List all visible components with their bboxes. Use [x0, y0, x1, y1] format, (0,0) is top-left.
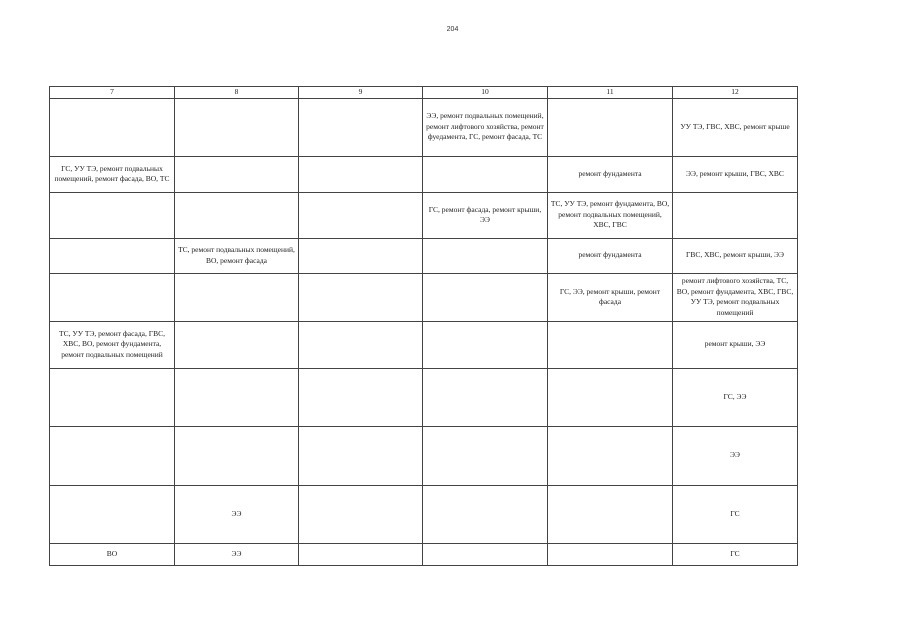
table-cell — [423, 426, 548, 485]
table-row — [50, 485, 798, 543]
table-row — [50, 543, 798, 565]
table-cell — [299, 321, 423, 368]
table-cell — [548, 485, 673, 543]
table-row — [50, 98, 798, 156]
table-cell: ЭЭ — [175, 543, 299, 565]
table-cell — [50, 192, 175, 238]
table-cell — [50, 368, 175, 426]
column-header: 10 — [423, 87, 548, 99]
table-cell — [50, 485, 175, 543]
table-row — [50, 368, 798, 426]
table-cell: ЭЭ, ремонт подвальных помещений, ремонт лифтового хозяйства, ремонт фуедамента, ГС, ремонт фасада, ТС — [423, 98, 548, 156]
table-cell — [423, 368, 548, 426]
table-row — [50, 321, 798, 368]
table-cell: ремонт лифтового хозяйства, ТС, ВО, ремонт фундамента, ХВС, ГВС, УУ ТЭ, ремонт подвальных помещений — [673, 273, 798, 321]
table-row — [50, 156, 798, 192]
table-cell — [175, 273, 299, 321]
table-cell: ЭЭ — [175, 485, 299, 543]
table-cell — [175, 192, 299, 238]
table-cell: ТС, ремонт подвальных помещений, ВО, ремонт фасада — [175, 238, 299, 273]
column-header: 12 — [673, 87, 798, 99]
table-cell — [50, 273, 175, 321]
table-cell — [299, 192, 423, 238]
table-cell: ГС — [673, 543, 798, 565]
table-row — [50, 192, 798, 238]
table-cell: ремонт фундамента — [548, 156, 673, 192]
table-cell: ГС, УУ ТЭ, ремонт подвальных помещений, ремонт фасада, ВО, ТС — [50, 156, 175, 192]
table-cell: УУ ТЭ, ГВС, ХВС, ремонт крыше — [673, 98, 798, 156]
table-cell: ТС, УУ ТЭ, ремонт фасада, ГВС, ХВС, ВО, ремонт фундамента, ремонт подвальных помещений — [50, 321, 175, 368]
table-row — [50, 426, 798, 485]
table-cell — [175, 321, 299, 368]
table-cell — [50, 98, 175, 156]
table-cell: ГС, ремонт фасада, ремонт крыши, ЭЭ — [423, 192, 548, 238]
table-cell — [299, 426, 423, 485]
table-cell — [423, 273, 548, 321]
table-cell — [299, 98, 423, 156]
table-header-row — [50, 87, 798, 99]
table-cell — [548, 321, 673, 368]
table-cell — [299, 543, 423, 565]
table-cell — [423, 156, 548, 192]
table-cell — [548, 543, 673, 565]
table-cell: ВО — [50, 543, 175, 565]
table-cell — [299, 368, 423, 426]
table-cell: ГВС, ХВС, ремонт крыши, ЭЭ — [673, 238, 798, 273]
table-cell: ремонт фундамента — [548, 238, 673, 273]
table-cell: ЭЭ — [673, 426, 798, 485]
table-cell: ГС — [673, 485, 798, 543]
table-cell — [175, 156, 299, 192]
page-number: 204 — [446, 26, 459, 33]
table-cell — [423, 321, 548, 368]
column-header: 7 — [50, 87, 175, 99]
column-header: 9 — [299, 87, 423, 99]
table-cell — [175, 426, 299, 485]
column-header: 8 — [175, 87, 299, 99]
table-cell — [423, 238, 548, 273]
table-cell — [299, 238, 423, 273]
table-cell — [50, 426, 175, 485]
table-cell: ТС, УУ ТЭ, ремонт фундамента, ВО, ремонт подвальных помещений, ХВС, ГВС — [548, 192, 673, 238]
table-cell — [423, 485, 548, 543]
table-cell — [299, 485, 423, 543]
table-cell — [548, 426, 673, 485]
table-cell — [548, 368, 673, 426]
column-header: 11 — [548, 87, 673, 99]
table-cell: ремонт крыши, ЭЭ — [673, 321, 798, 368]
table-cell — [548, 98, 673, 156]
table-cell — [673, 192, 798, 238]
table-cell — [175, 368, 299, 426]
table-cell — [299, 156, 423, 192]
table-cell — [175, 98, 299, 156]
table-cell — [50, 238, 175, 273]
table-cell: ЭЭ, ремонт крыши, ГВС, ХВС — [673, 156, 798, 192]
table-row — [50, 273, 798, 321]
table-cell: ГС, ЭЭ, ремонт крыши, ремонт фасада — [548, 273, 673, 321]
table-cell — [423, 543, 548, 565]
repair-schedule-table — [49, 86, 798, 566]
table-cell: ГС, ЭЭ — [673, 368, 798, 426]
table-cell — [299, 273, 423, 321]
table-row — [50, 238, 798, 273]
